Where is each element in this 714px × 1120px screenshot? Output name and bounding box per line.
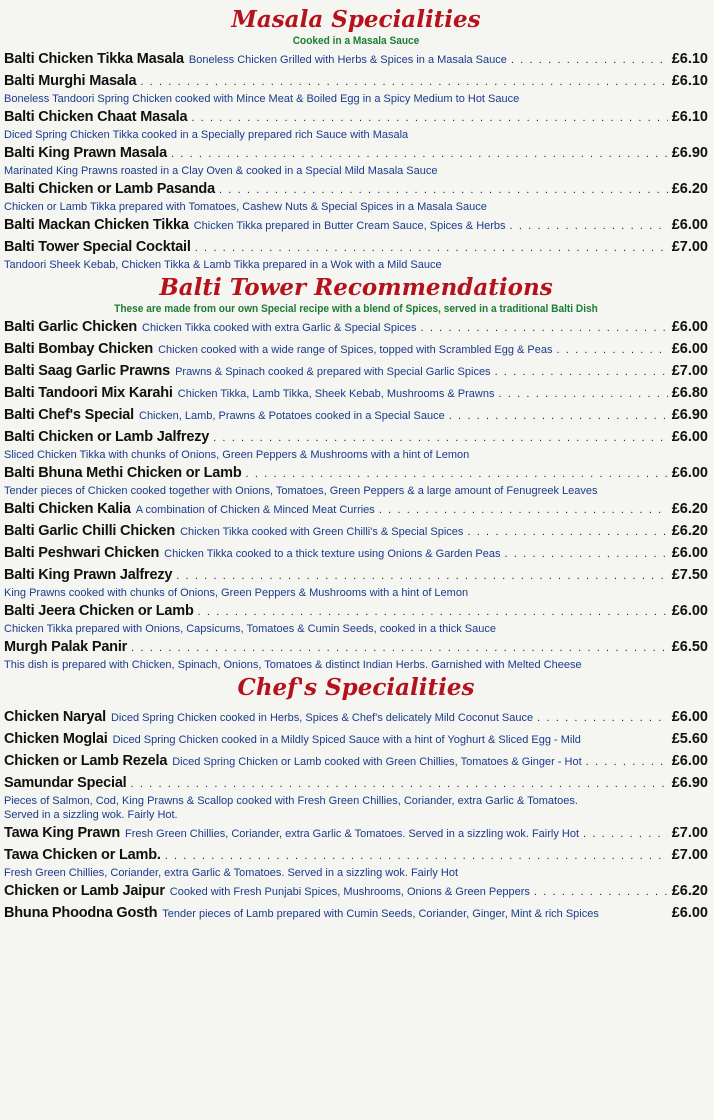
section-title: Chef's Specialities bbox=[237, 674, 475, 701]
dish-description: Chicken Tikka cooked to a thick texture using Onions & Garden Peas bbox=[164, 548, 501, 560]
dish-description: Diced Spring Chicken or Lamb cooked with Green Chillies, Tomatoes & Ginger - Hot bbox=[172, 756, 582, 768]
dish-name: Balti Peshwari Chicken bbox=[4, 545, 160, 561]
dish-description: Chicken or Lamb Tikka prepared with Tomatoes, Cashew Nuts & Special Spices in a Masala Sauce bbox=[4, 201, 487, 213]
menu-item bbox=[4, 214, 708, 236]
dish-description: King Prawns cooked with chunks of Onions, Green Peppers & Mushrooms with a hint of Lemon bbox=[4, 587, 469, 599]
dot-leader bbox=[510, 215, 668, 237]
dish-name: Samundar Special bbox=[4, 775, 127, 791]
dot-leader bbox=[583, 823, 668, 845]
menu-item bbox=[4, 498, 708, 520]
dot-leader bbox=[213, 427, 668, 449]
dish-price: £6.90 bbox=[671, 775, 708, 791]
menu-item-row bbox=[4, 338, 708, 360]
dish-price: £6.00 bbox=[671, 319, 708, 335]
menu-item bbox=[4, 564, 708, 600]
dish-description: Tender pieces of Chicken cooked together with Onions, Tomatoes, Green Peppers & a large amount of Fenugreek Leaves bbox=[4, 485, 598, 497]
menu-item-row bbox=[4, 564, 708, 586]
menu-item-row bbox=[4, 70, 708, 92]
dish-description: Prawns & Spinach cooked & prepared with Special Garlic Spices bbox=[175, 366, 491, 378]
dish-price: £6.00 bbox=[671, 905, 708, 921]
menu-item-row bbox=[4, 178, 708, 200]
menu-item bbox=[4, 542, 708, 564]
dot-leader bbox=[556, 339, 667, 361]
dot-leader bbox=[176, 565, 667, 587]
menu-item bbox=[4, 880, 708, 902]
dish-name: Murgh Palak Panir bbox=[4, 639, 128, 655]
menu-item-row bbox=[4, 728, 708, 750]
dish-price: £7.00 bbox=[671, 363, 708, 379]
dish-description: A combination of Chicken & Minced Meat Curries bbox=[135, 504, 375, 516]
dish-description: Boneless Tandoori Spring Chicken cooked with Mince Meat & Boiled Egg in a Spicy Medium to Hot Sauce bbox=[4, 93, 520, 105]
dish-description: Served in a sizzling wok. Fairly Hot. bbox=[4, 809, 178, 821]
menu-item bbox=[4, 338, 708, 360]
dot-leader bbox=[511, 49, 668, 71]
dish-description: Chicken Tikka cooked with extra Garlic & Special Spices bbox=[142, 322, 417, 334]
menu-item-row bbox=[4, 236, 708, 258]
dish-description: Chicken Tikka prepared in Butter Cream Sauce, Spices & Herbs bbox=[193, 220, 506, 232]
dot-leader bbox=[379, 499, 668, 521]
dish-price: £6.00 bbox=[671, 341, 708, 357]
section-subtitle: These are made from our own Special recipe with a blend of Spices, served in a traditional Balti Dish bbox=[114, 303, 598, 315]
dish-name: Balti King Prawn Masala bbox=[4, 145, 167, 161]
menu-item bbox=[4, 236, 708, 272]
menu-item-row bbox=[4, 880, 708, 902]
menu-item bbox=[4, 426, 708, 462]
dish-name: Balti Chicken Tikka Masala bbox=[4, 51, 184, 67]
menu-item bbox=[4, 382, 708, 404]
dish-price: £6.00 bbox=[671, 429, 708, 445]
dish-description: Pieces of Salmon, Cod, King Prawns & Scallop cooked with Fresh Green Chillies, Coriander, extra Garlic & Tomatoes. bbox=[4, 795, 578, 807]
dish-price: £6.00 bbox=[671, 545, 708, 561]
dish-price: £7.50 bbox=[671, 567, 708, 583]
dish-name: Balti Garlic Chilli Chicken bbox=[4, 523, 176, 539]
dish-description: Marinated King Prawns roasted in a Clay Oven & cooked in a Special Mild Masala Sauce bbox=[4, 165, 438, 177]
dish-price: £6.10 bbox=[671, 109, 708, 125]
dish-name: Balti Tower Special Cocktail bbox=[4, 239, 191, 255]
dish-price: £7.00 bbox=[671, 825, 708, 841]
dot-leader bbox=[171, 143, 668, 165]
dish-name: Balti Jeera Chicken or Lamb bbox=[4, 603, 194, 619]
dish-description: Fresh Green Chillies, Coriander, extra Garlic & Tomatoes. Served in a sizzling wok. Fairly Hot bbox=[124, 828, 580, 840]
dish-name: Chicken or Lamb Jaipur bbox=[4, 883, 165, 899]
dish-price: £5.60 bbox=[671, 731, 708, 747]
menu-item bbox=[4, 636, 708, 672]
section-title: Balti Tower Recommendations bbox=[159, 274, 553, 301]
dish-name: Chicken or Lamb Rezela bbox=[4, 753, 168, 769]
menu-item bbox=[4, 902, 708, 924]
dot-leader bbox=[495, 361, 668, 383]
menu-item bbox=[4, 106, 708, 142]
dot-leader bbox=[191, 107, 667, 129]
dish-description: Diced Spring Chicken cooked in Herbs, Spices & Chef's delicately Mild Coconut Sauce bbox=[110, 712, 534, 724]
menu-item-row bbox=[4, 106, 708, 128]
dish-price: £6.20 bbox=[671, 523, 708, 539]
dish-price: £6.90 bbox=[671, 145, 708, 161]
dish-name: Tawa King Prawn bbox=[4, 825, 120, 841]
menu-item-row bbox=[4, 360, 708, 382]
dish-description: Fresh Green Chillies, Coriander, extra Garlic & Tomatoes. Served in a sizzling wok. Fairly Hot bbox=[4, 867, 459, 879]
menu-item bbox=[4, 142, 708, 178]
dish-name: Bhuna Phoodna Gosth bbox=[4, 905, 158, 921]
menu-item-row bbox=[4, 542, 708, 564]
menu-item bbox=[4, 600, 708, 636]
menu-item-row bbox=[4, 844, 708, 866]
dot-leader bbox=[198, 601, 668, 623]
dish-price: £7.00 bbox=[671, 239, 708, 255]
dot-leader bbox=[498, 383, 667, 405]
dot-leader bbox=[219, 179, 668, 201]
menu-item bbox=[4, 520, 708, 542]
dish-description: Diced Spring Chicken Tikka cooked in a Specially prepared rich Sauce with Masala bbox=[4, 129, 409, 141]
dish-name: Balti Bhuna Methi Chicken or Lamb bbox=[4, 465, 242, 481]
menu-item bbox=[4, 706, 708, 728]
dish-description: Chicken Tikka, Lamb Tikka, Sheek Kebab, Mushrooms & Prawns bbox=[177, 388, 495, 400]
dish-name: Balti Chicken or Lamb Jalfrezy bbox=[4, 429, 210, 445]
dish-description: Chicken Tikka prepared with Onions, Capsicums, Tomatoes & Cumin Seeds, cooked in a thick Sauce bbox=[4, 623, 496, 635]
section-balti-tower-recommendations bbox=[4, 272, 708, 672]
dish-price: £6.90 bbox=[671, 407, 708, 423]
menu-item-row bbox=[4, 316, 708, 338]
menu-item-row bbox=[4, 600, 708, 622]
dish-name: Balti Chicken Chaat Masala bbox=[4, 109, 188, 125]
dot-leader bbox=[195, 237, 668, 259]
dish-description: Tender pieces of Lamb prepared with Cumin Seeds, Coriander, Ginger, Mint & rich Spices bbox=[162, 908, 599, 920]
dot-leader bbox=[140, 71, 667, 93]
menu-item-row bbox=[4, 214, 708, 236]
menu-item bbox=[4, 844, 708, 880]
dot-leader bbox=[534, 881, 668, 903]
menu-item-row bbox=[4, 142, 708, 164]
dish-name: Balti Murghi Masala bbox=[4, 73, 137, 89]
dish-description: Tandoori Sheek Kebab, Chicken Tikka & Lamb Tikka prepared in a Wok with a Mild Sauce bbox=[4, 259, 442, 271]
dish-description: This dish is prepared with Chicken, Spinach, Onions, Tomatoes & distinct Indian Herbs. Garnished with Melted Cheese bbox=[4, 659, 582, 671]
dot-leader bbox=[504, 543, 667, 565]
dish-description: Sliced Chicken Tikka with chunks of Onions, Green Peppers & Mushrooms with a hint of Lemon bbox=[4, 449, 470, 461]
menu-item-row bbox=[4, 772, 708, 794]
dish-price: £6.00 bbox=[671, 753, 708, 769]
dish-name: Chicken Naryal bbox=[4, 709, 106, 725]
menu-item bbox=[4, 178, 708, 214]
dot-leader bbox=[246, 463, 668, 485]
dish-name: Balti Chef's Special bbox=[4, 407, 134, 423]
menu-item bbox=[4, 48, 708, 70]
menu-item-row bbox=[4, 902, 708, 924]
dish-name: Balti Garlic Chicken bbox=[4, 319, 137, 335]
dish-price: £6.00 bbox=[671, 217, 708, 233]
dish-name: Balti King Prawn Jalfrezy bbox=[4, 567, 173, 583]
dot-leader bbox=[467, 521, 667, 543]
dish-name: Balti Chicken Kalia bbox=[4, 501, 131, 517]
menu-item-row bbox=[4, 636, 708, 658]
dot-leader bbox=[131, 637, 668, 659]
dish-name: Balti Saag Garlic Prawns bbox=[4, 363, 171, 379]
dish-description: Chicken, Lamb, Prawns & Potatoes cooked in a Special Sauce bbox=[139, 410, 445, 422]
dish-name: Chicken Moglai bbox=[4, 731, 108, 747]
dish-price: £6.20 bbox=[671, 501, 708, 517]
menu-item-row bbox=[4, 426, 708, 448]
dot-leader bbox=[131, 773, 668, 795]
dish-description: Chicken Tikka cooked with Green Chilli's & Special Spices bbox=[180, 526, 464, 538]
dish-price: £6.50 bbox=[671, 639, 708, 655]
dish-price: £6.20 bbox=[671, 181, 708, 197]
dish-price: £6.00 bbox=[671, 709, 708, 725]
dot-leader bbox=[449, 405, 668, 427]
menu-item-row bbox=[4, 520, 708, 542]
section-subtitle: Cooked in a Masala Sauce bbox=[292, 35, 420, 47]
menu-item-row bbox=[4, 462, 708, 484]
menu-item-row bbox=[4, 48, 708, 70]
menu-item bbox=[4, 404, 708, 426]
dish-name: Balti Chicken or Lamb Pasanda bbox=[4, 181, 215, 197]
dot-leader bbox=[537, 707, 668, 729]
dish-name: Balti Bombay Chicken bbox=[4, 341, 154, 357]
dish-description: Cooked with Fresh Punjabi Spices, Mushrooms, Onions & Green Peppers bbox=[169, 886, 530, 898]
dish-description: Chicken cooked with a wide range of Spices, topped with Scrambled Egg & Peas bbox=[158, 344, 553, 356]
dish-name: Tawa Chicken or Lamb. bbox=[4, 847, 161, 863]
section-chefs-specialities bbox=[4, 672, 708, 924]
menu-item-row bbox=[4, 382, 708, 404]
dish-price: £6.00 bbox=[671, 465, 708, 481]
menu-item-row bbox=[4, 822, 708, 844]
menu-item bbox=[4, 822, 708, 844]
menu-item-row bbox=[4, 404, 708, 426]
menu-item-row bbox=[4, 706, 708, 728]
dish-price: £7.00 bbox=[671, 847, 708, 863]
menu-item bbox=[4, 772, 708, 822]
menu-item bbox=[4, 70, 708, 106]
dot-leader bbox=[586, 751, 668, 773]
dish-price: £6.80 bbox=[671, 385, 708, 401]
dot-leader bbox=[165, 845, 668, 867]
menu-item bbox=[4, 728, 708, 750]
dot-leader bbox=[421, 317, 668, 339]
dish-description: Boneless Chicken Grilled with Herbs & Spices in a Masala Sauce bbox=[188, 54, 507, 66]
menu-item-row bbox=[4, 498, 708, 520]
menu-item bbox=[4, 316, 708, 338]
dish-description: Diced Spring Chicken cooked in a Mildly Spiced Sauce with a hint of Yoghurt & Sliced Egg - Mild bbox=[112, 734, 581, 746]
menu-item bbox=[4, 750, 708, 772]
menu-item bbox=[4, 462, 708, 498]
menu-item bbox=[4, 360, 708, 382]
dish-price: £6.20 bbox=[671, 883, 708, 899]
section-masala-specialities bbox=[4, 0, 708, 272]
dish-price: £6.10 bbox=[671, 51, 708, 67]
dish-name: Balti Mackan Chicken Tikka bbox=[4, 217, 189, 233]
dish-price: £6.10 bbox=[671, 73, 708, 89]
dish-price: £6.00 bbox=[671, 603, 708, 619]
section-title: Masala Specialities bbox=[231, 6, 481, 33]
menu-item-row bbox=[4, 750, 708, 772]
dish-name: Balti Tandoori Mix Karahi bbox=[4, 385, 173, 401]
